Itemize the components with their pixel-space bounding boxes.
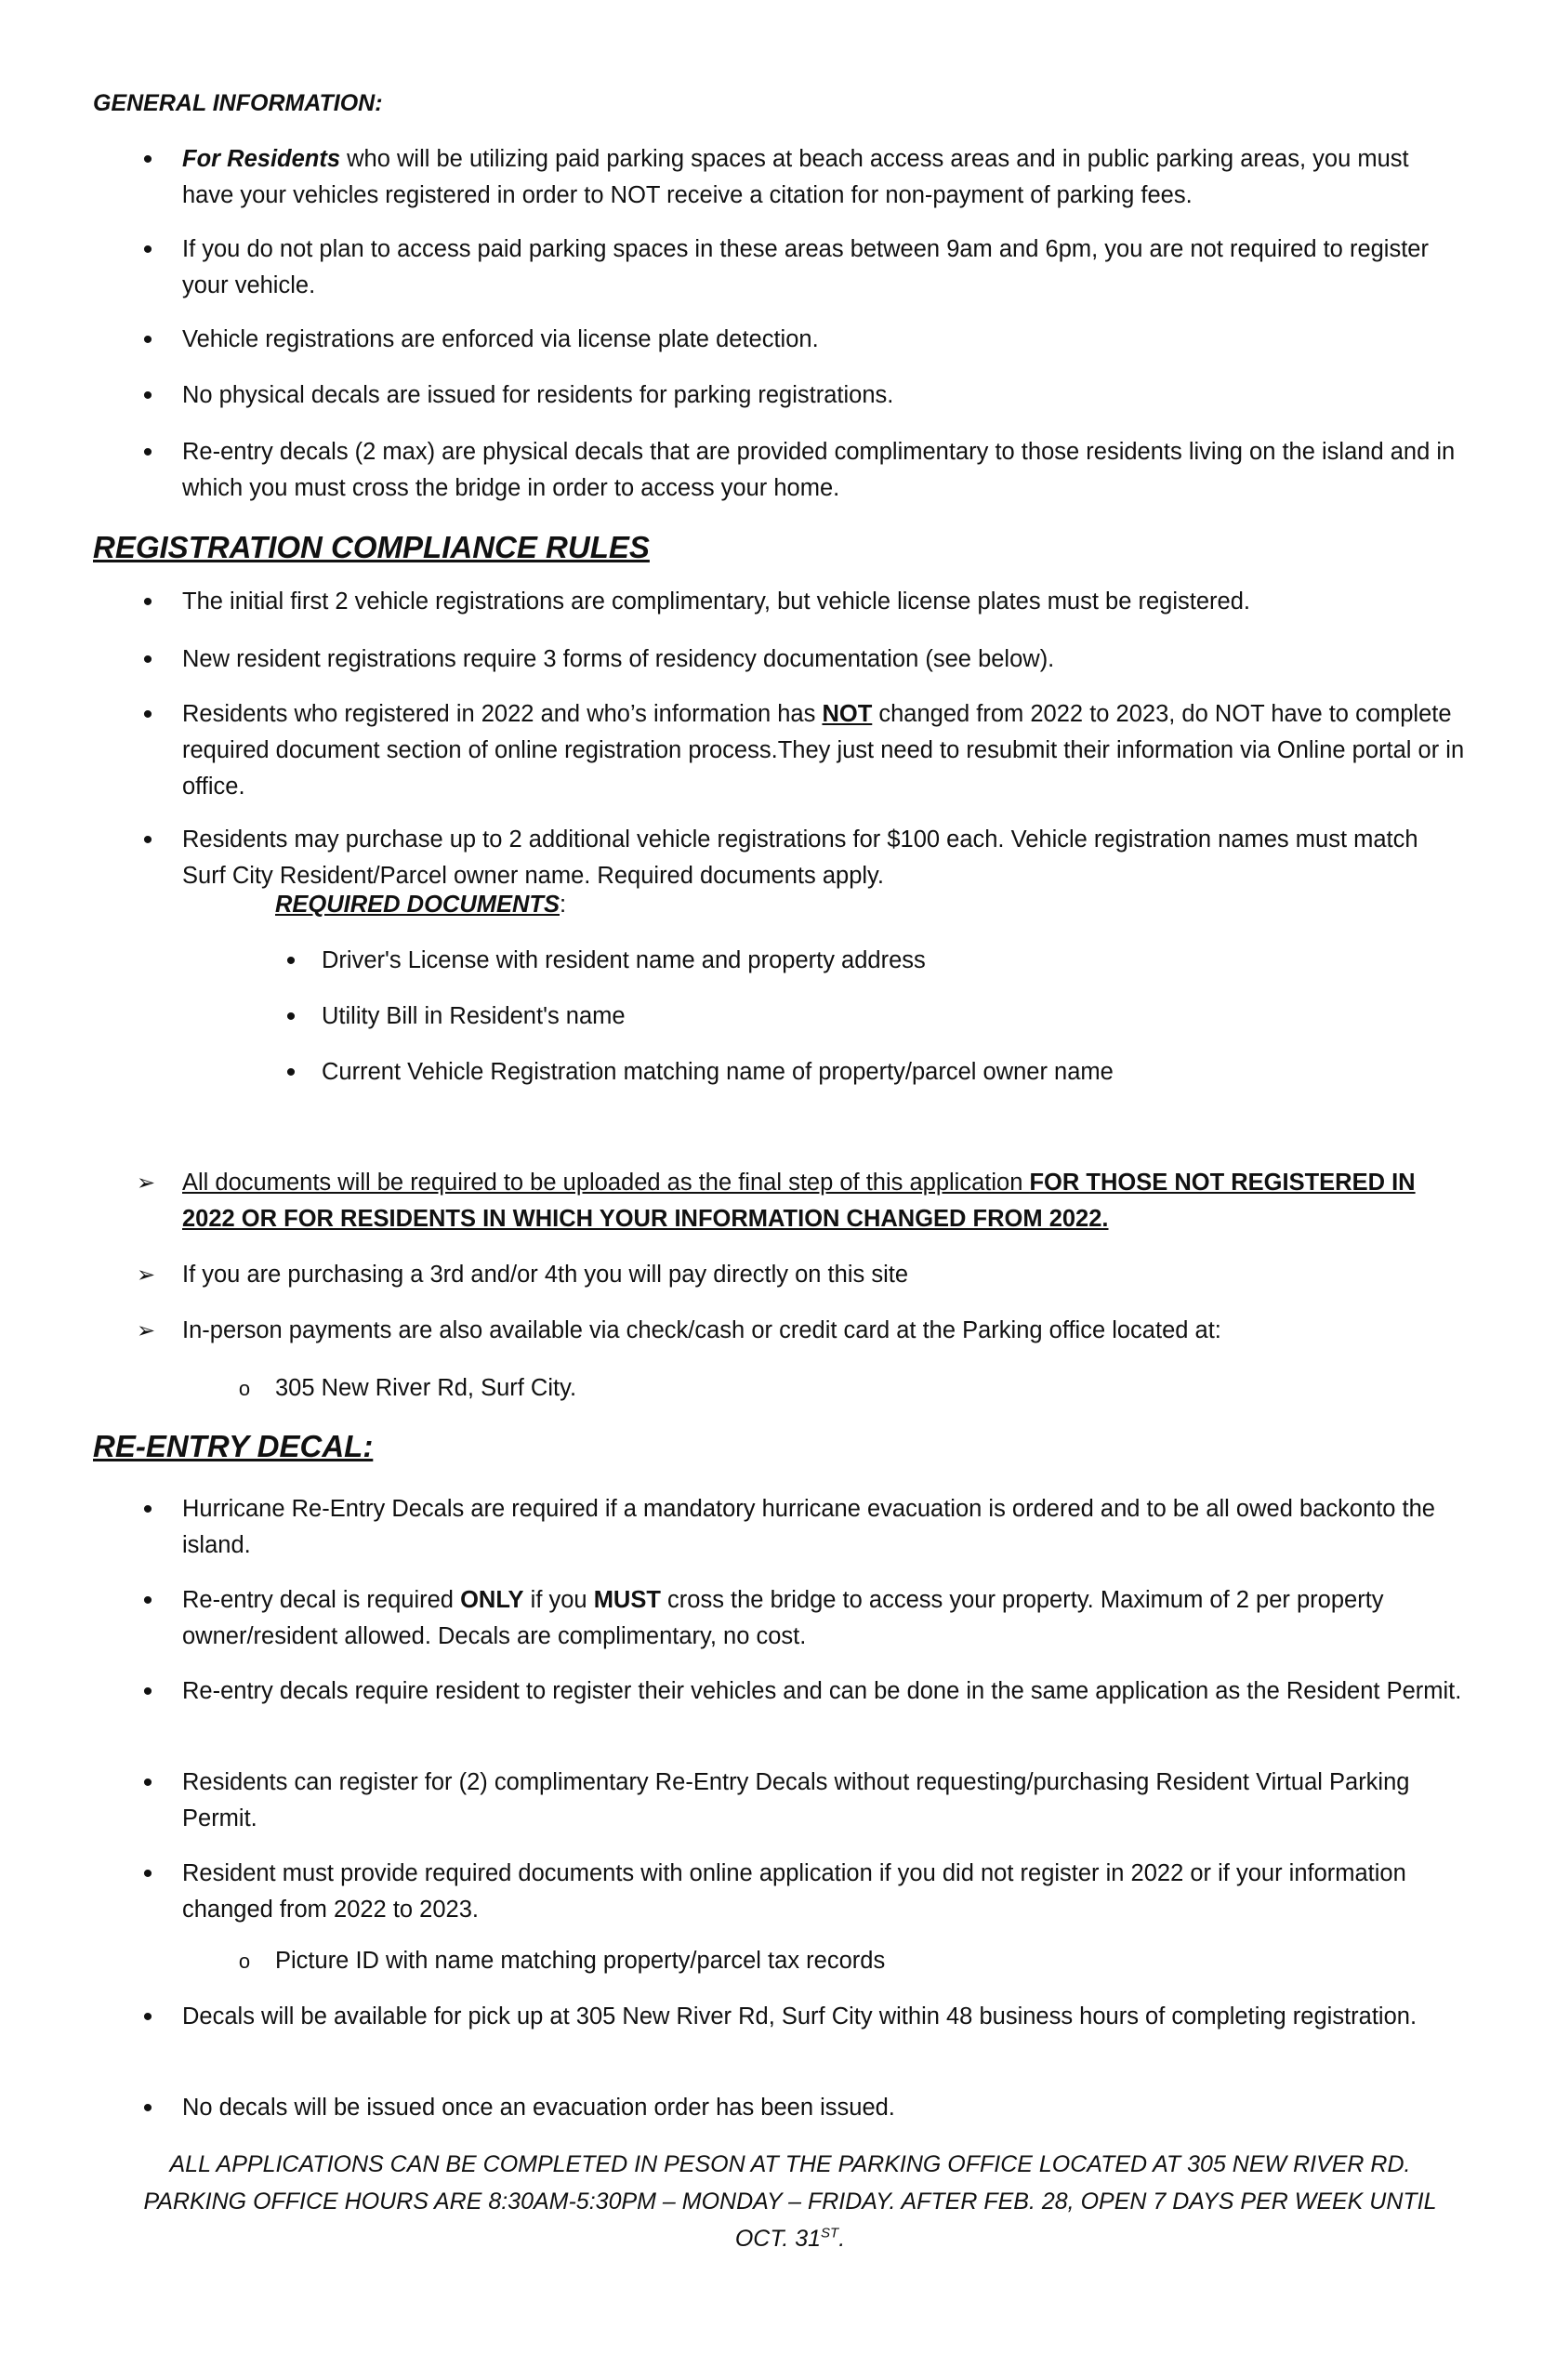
general-item-text: If you do not plan to access paid parking spaces in these areas between 9am and 6pm, you are not required to register your vehicle. (182, 236, 1429, 298)
reentry-item (142, 1673, 1465, 1710)
required-documents-colon: : (560, 892, 567, 918)
general-item-reentry-decals (142, 434, 1465, 507)
reentry-item (142, 1582, 1465, 1655)
general-information-heading: GENERAL INFORMATION: (93, 90, 383, 116)
general-item-text: who will be utilizing paid parking spaces at beach access areas and in public parking areas, you must have your vehicles registered in order to NOT receive a citation for non-payment of parking fees. (182, 146, 1409, 208)
general-item-no-decals (142, 377, 1465, 414)
office-hours-footer (139, 2146, 1441, 2257)
footer-date: OCT. 31 (734, 2226, 822, 2252)
compliance-item (142, 822, 1465, 894)
general-item-no-access (142, 231, 1465, 304)
footer-line: ALL APPLICATIONS CAN BE COMPLETED IN PESON AT THE PARKING OFFICE LOCATED AT 305 NEW RIVER RD. (169, 2151, 1411, 2177)
reentry-item (142, 1765, 1465, 1837)
bullet-icon: • (142, 2093, 153, 2123)
bullet-icon: • (142, 1494, 153, 1525)
footer-period: . (838, 2226, 846, 2252)
arrow-bullet-icon: ➢ (136, 1263, 156, 1288)
required-document-item (285, 1054, 1114, 1091)
must-emphasis: MUST (593, 1587, 661, 1613)
compliance-item-text: Residents who registered in 2022 and who’s information has (182, 701, 823, 727)
footer-date-suffix: ST (821, 2225, 839, 2241)
bullet-icon: • (142, 1676, 153, 1707)
reentry-item (142, 1999, 1465, 2035)
compliance-item (142, 696, 1465, 805)
office-address-item (238, 1370, 577, 1407)
picture-id-item (238, 1943, 886, 1979)
compliance-item (142, 584, 1465, 620)
required-documents-heading (275, 887, 566, 923)
arrow-bullet-icon: ➢ (136, 1170, 156, 1196)
for-residents-lead: For Residents (182, 146, 341, 172)
reentry-item (142, 1491, 1465, 1564)
reentry-item-text: Residents can register for (2) complimentary Re-Entry Decals without requesting/purchasing Resident Virtual Parking Permit. (182, 1769, 1410, 1831)
bullet-icon: • (142, 2002, 153, 2032)
required-document-text: Driver's License with resident name and property address (322, 947, 926, 973)
bullet-icon: • (285, 1057, 297, 1088)
arrow-bullet-icon: ➢ (136, 1318, 156, 1343)
reentry-item-text: Re-entry decal is required (182, 1587, 461, 1613)
general-item-text: Vehicle registrations are enforced via license plate detection. (182, 326, 819, 352)
arrow-item-emphasis: FOR THOSE NOT REGISTERED IN 2022 OR FOR RESIDENTS IN WHICH YOUR INFORMATION CHANGED FROM 2022. (182, 1170, 1416, 1232)
arrow-item-purchase (136, 1257, 1465, 1293)
not-emphasis: NOT (822, 701, 873, 727)
reentry-heading: RE-ENTRY DECAL: (93, 1429, 374, 1463)
bullet-icon: • (142, 1858, 153, 1889)
general-item-text: No physical decals are issued for residents for parking registrations. (182, 382, 894, 408)
compliance-item-text: Residents may purchase up to 2 additional vehicle registrations for $100 each. Vehicle registration names must match Surf City Resident/Parcel owner name. Required documents apply. (182, 826, 1418, 889)
reentry-item (142, 1856, 1465, 1928)
arrow-item-upload (136, 1165, 1465, 1237)
general-item-text: Re-entry decals (2 max) are physical decals that are provided complimentary to those residents living on the island and in which you must cross the bridge in order to access your home. (182, 439, 1456, 501)
bullet-icon: • (142, 324, 153, 355)
reentry-item-text: No decals will be issued once an evacuation order has been issued. (182, 2095, 895, 2121)
reentry-item-text: Hurricane Re-Entry Decals are required if a mandatory hurricane evacuation is ordered and to be all owed backonto the island. (182, 1496, 1435, 1558)
picture-id-text: Picture ID with name matching property/parcel tax records (275, 1948, 886, 1974)
arrow-item-text: All documents will be required to be uploaded as the final step of this application (182, 1170, 1030, 1196)
required-document-item (285, 943, 926, 979)
footer-line: PARKING OFFICE HOURS ARE 8:30AM-5:30PM – MONDAY – FRIDAY. AFTER FEB. 28, OPEN 7 DAYS PER WEEK UNTIL (143, 2188, 1437, 2215)
compliance-heading: REGISTRATION COMPLIANCE RULES (93, 530, 650, 564)
only-emphasis: ONLY (460, 1587, 524, 1613)
compliance-item-text: New resident registrations require 3 forms of residency documentation (see below). (182, 646, 1055, 672)
bullet-icon: • (142, 144, 153, 175)
bullet-icon: • (142, 234, 153, 265)
required-documents-label: REQUIRED DOCUMENTS (275, 892, 560, 918)
arrow-item-text: In-person payments are also available via check/cash or credit card at the Parking office located at: (182, 1317, 1221, 1343)
compliance-item (142, 641, 1465, 678)
compliance-item-text: The initial first 2 vehicle registrations are complimentary, but vehicle license plates must be registered. (182, 588, 1250, 615)
bullet-icon: • (142, 380, 153, 411)
arrow-item-in-person (136, 1313, 1465, 1349)
circle-bullet-icon: o (238, 1377, 251, 1400)
bullet-icon: • (142, 587, 153, 617)
bullet-icon: • (142, 825, 153, 855)
reentry-item-text: Re-entry decals require resident to register their vehicles and can be done in the same application as the Resident Permit. (182, 1678, 1462, 1704)
general-item-plate-detection (142, 322, 1465, 358)
circle-bullet-icon: o (238, 1950, 251, 1973)
bullet-icon: • (142, 644, 153, 675)
office-address-text: 305 New River Rd, Surf City. (275, 1375, 577, 1401)
footer-line (139, 2220, 1441, 2257)
general-item-residents (142, 141, 1465, 214)
bullet-icon: • (142, 699, 153, 730)
compliance-item-text: changed from 2022 to 2023, do NOT have to complete required document section of online registration process.They just need to resubmit their information via Online portal or in office. (182, 701, 1465, 800)
required-document-item (285, 998, 626, 1035)
bullet-icon: • (142, 1767, 153, 1798)
required-document-text: Current Vehicle Registration matching name of property/parcel owner name (322, 1059, 1114, 1085)
bullet-icon: • (142, 437, 153, 468)
required-document-text: Utility Bill in Resident's name (322, 1003, 626, 1029)
bullet-icon: • (285, 1001, 297, 1032)
reentry-item-text: Resident must provide required documents with online application if you did not register in 2022 or if your information changed from 2022 to 2023. (182, 1860, 1406, 1923)
bullet-icon: • (142, 1585, 153, 1616)
bullet-icon: • (285, 945, 297, 976)
reentry-item-text: cross the bridge to access your property. Maximum of 2 per property owner/resident allowed. Decals are complimentary, no cost. (182, 1587, 1384, 1649)
reentry-item-text: if you (523, 1587, 594, 1613)
reentry-item-text: Decals will be available for pick up at 305 New River Rd, Surf City within 48 business hours of completing registration. (182, 2003, 1418, 2030)
arrow-item-text: If you are purchasing a 3rd and/or 4th you will pay directly on this site (182, 1262, 908, 1288)
reentry-item (142, 2090, 1465, 2126)
